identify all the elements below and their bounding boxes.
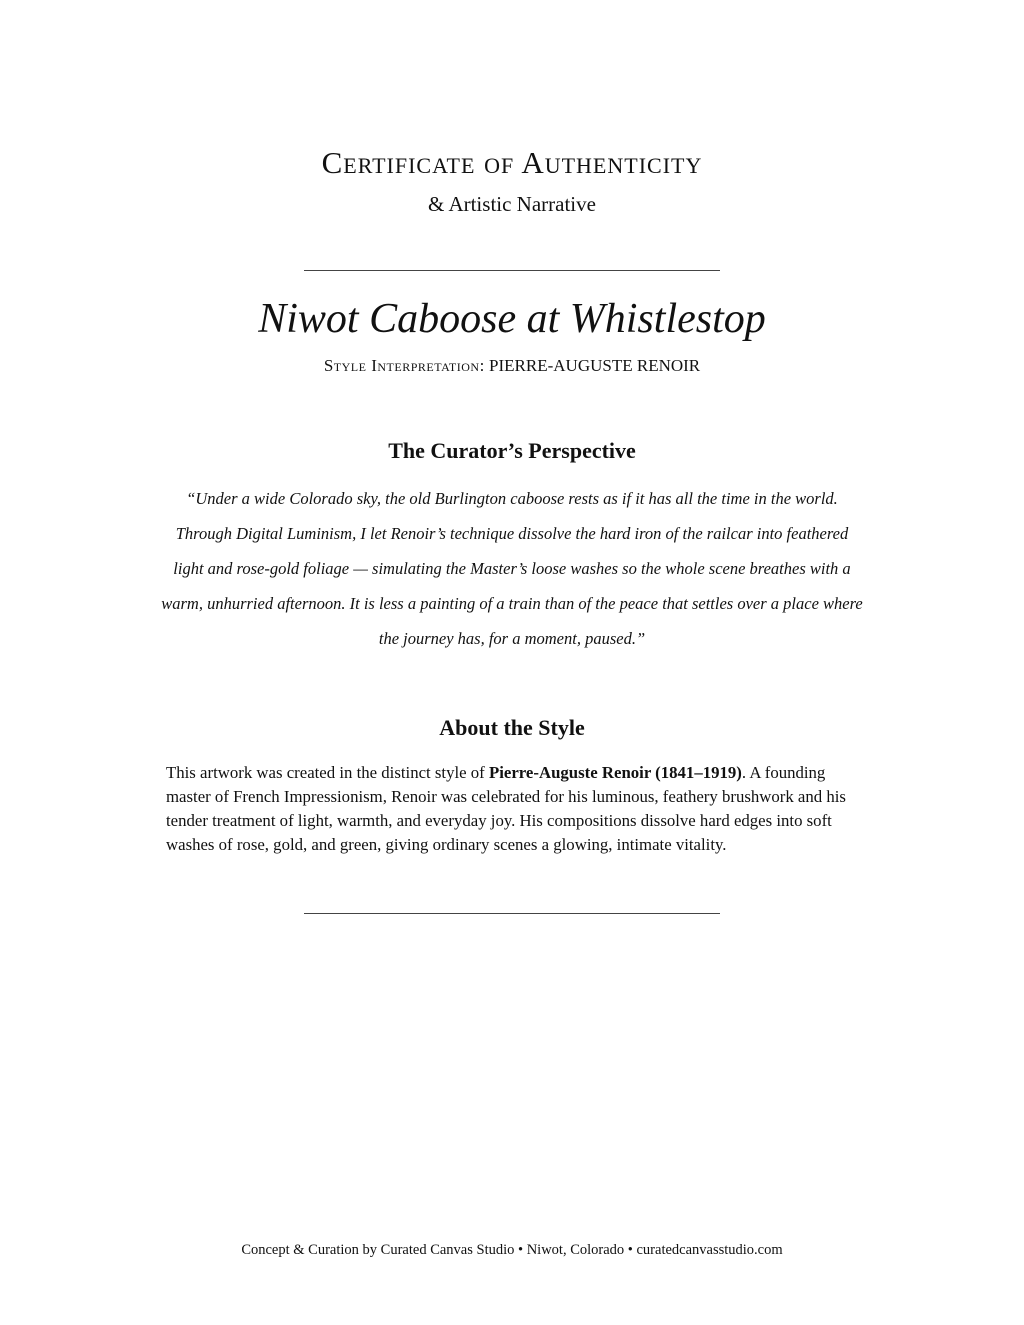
curator-quote: “Under a wide Colorado sky, the old Burlington caboose rests as if it has all the time in the world. Through Digital Luminism, I let Renoir’s technique dissolve the hard iron of the railcar into feathered light and rose-gold foliage — simulating the Master’s loose washes so the whole scene breathes with a warm, unhurried afternoon. It is less a painting of a train than of the peace that settles over a place where the journey has, for a moment, paused.” — [161, 489, 863, 648]
top-divider — [304, 270, 720, 271]
style-interpretation-label: Style Interpretation: — [323, 356, 485, 375]
about-style-heading: About the Style — [439, 715, 585, 740]
footer-credit: Concept & Curation by Curated Canvas Studio • Niwot, Colorado • curatedcanvasstudio.com — [241, 1242, 783, 1258]
style-interpretation-line — [0, 354, 1024, 378]
about-intro-text: This artwork was created in the distinct style of — [166, 763, 489, 782]
artist-name-bold: Pierre-Auguste Renoir (1841–1919) — [488, 763, 742, 782]
certificate-title: Certificate of Authenticity — [321, 145, 703, 180]
style-artist-name: PIERRE-AUGUSTE RENOIR — [489, 356, 701, 375]
about-style-paragraph — [166, 761, 860, 857]
about-body-text: . A founding master of French Impressionism, Renoir was celebrated for his luminous, feathery brushwork and his tender treatment of light, warmth, and everyday joy. His compositions dissolve hard edges into soft washes of rose, gold, and green, giving ordinary scenes a glowing, intimate vitality. — [166, 763, 846, 854]
certificate-subtitle: & Artistic Narrative — [428, 192, 596, 216]
artwork-title: Niwot Caboose at Whistlestop — [258, 296, 766, 342]
bottom-divider — [304, 913, 720, 914]
curator-heading: The Curator’s Perspective — [388, 438, 636, 463]
